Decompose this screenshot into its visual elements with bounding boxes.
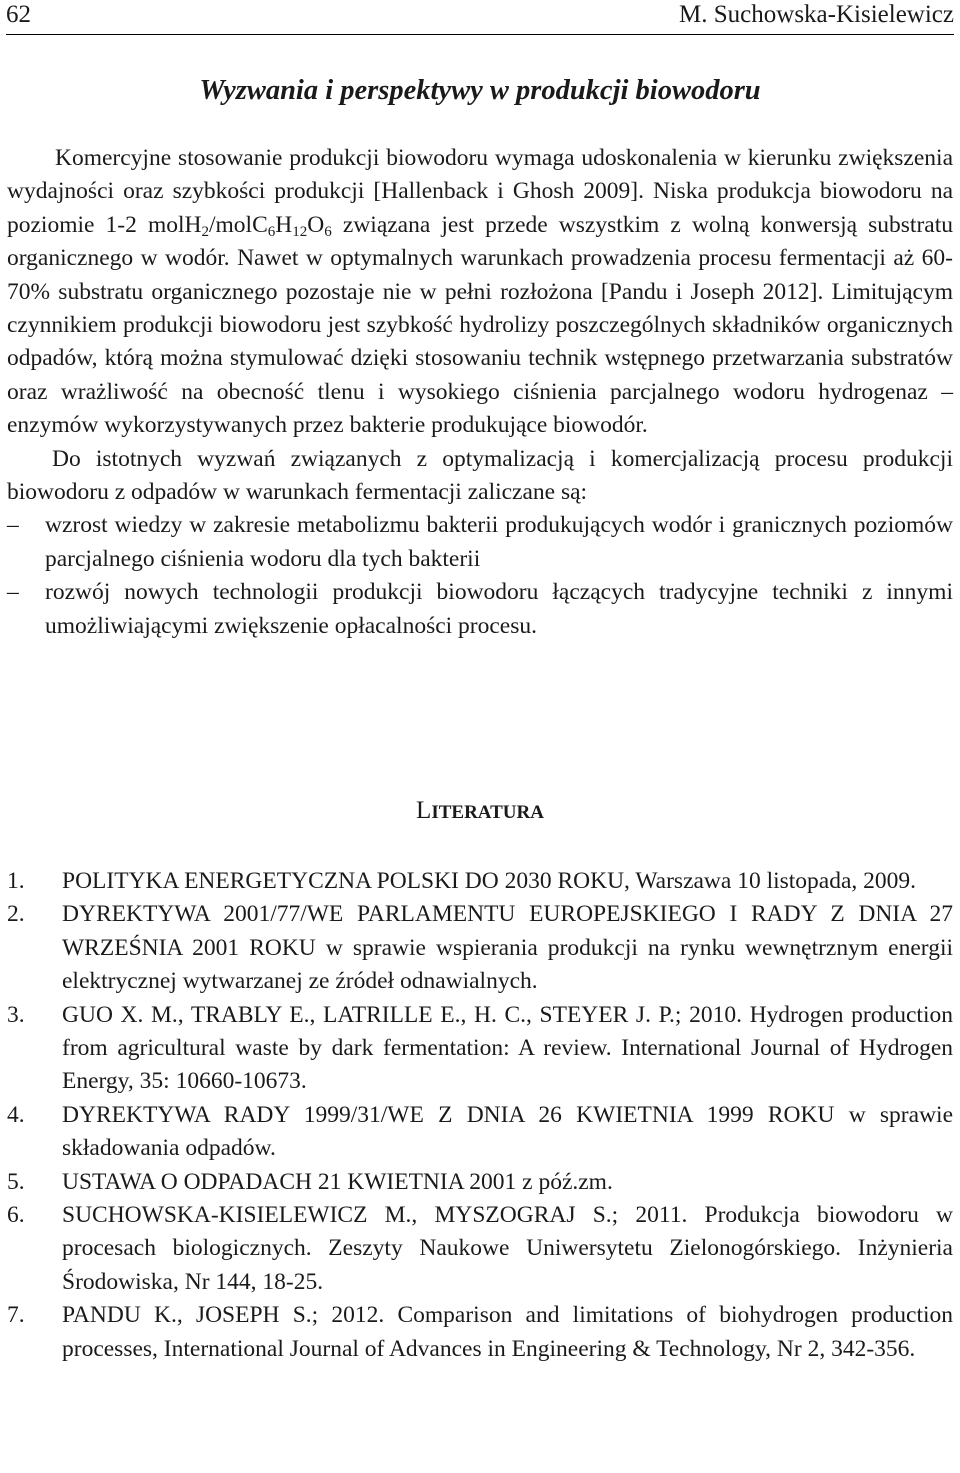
dash-marker: – — [7, 579, 19, 606]
literature-heading — [0, 794, 960, 829]
reference-number: 4. — [7, 1101, 25, 1128]
reference-number: 3. — [7, 1001, 25, 1028]
reference-item — [7, 1099, 953, 1166]
paragraph-1-part-e: związana jest przede wszystkim z wolną konwersją substratu organicznego w wodór. Nawet w optymalnych warunkach prowadzenia procesu fermentacji aż 60-70% substratu organicznego pozostaje nie w pełni rozłożona [Pandu i Joseph 2012]. Limitującym czynnikiem produkcji biowodoru jest szybkość hydrolizy poszczególnych składników organicznych odpadów, którą można stymulować dzięki stosowaniu technik wstępnego przetwarzania substratów oraz wrażliwość na obecność tlenu i wysokiego ciśnienia parcjalnego wodoru hydrogenaz – enzymów wykorzystywanych przez bakterie produkujące biowodór. — [7, 211, 953, 439]
reference-text: SUCHOWSKA-KISIELEWICZ M., MYSZOGRAJ S.; 2011. Produkcja biowodoru w procesach biologicznych. Zeszyty Naukowe Uniwersytetu Zielonogórskiego. Inżynieria Środowiska, Nr 144, 18-25. — [62, 1202, 953, 1295]
reference-text: DYREKTYWA RADY 1999/31/WE Z DNIA 26 KWIETNIA 1999 ROKU w sprawie składowania odpadów. — [62, 1101, 953, 1162]
running-header — [6, 0, 954, 35]
bullet-text: rozwój nowych technologii produkcji biowodoru łączących tradycyjne techniki z innymi umożliwiającymi zwiększenie opłacalności procesu. — [45, 579, 953, 639]
reference-text: POLITYKA ENERGETYCZNA POLSKI DO 2030 ROKU, Warszawa 10 listopada, 2009. — [62, 868, 917, 894]
paragraph-2: Do istotnych wyzwań związanych z optymalizacją i komercjalizacją procesu produkcji biowodoru z odpadów w warunkach fermentacji zaliczane są: — [7, 445, 953, 506]
reference-number: 1. — [7, 868, 25, 894]
reference-item — [7, 1299, 953, 1366]
bullet-item — [7, 509, 953, 576]
paragraph-1-part-c: H — [275, 211, 293, 238]
reference-text: USTAWA O ODPADACH 21 KWIETNIA 2001 z póź.zm. — [62, 1168, 613, 1195]
reference-item — [7, 1166, 953, 1199]
reference-item — [7, 999, 953, 1099]
reference-item — [7, 1199, 953, 1299]
dash-marker: – — [7, 512, 19, 539]
paragraph-1 — [7, 142, 953, 443]
bullet-text: wzrost wiedzy w zakresie metabolizmu bakterii produkujących wodór i granicznych poziomów parcjalnego ciśnienia wodoru dla tych bakterii — [45, 512, 953, 572]
reference-text: DYREKTYWA 2001/77/WE PARLAMENTU EUROPEJSKIEGO I RADY Z DNIA 27 WRZEŚNIA 2001 ROKU w sprawie wspierania produkcji na rynku wewnętrznym energii elektrycznej wytwarzanej ze źródeł odnawialnych. — [62, 901, 953, 995]
subscript: 2 — [201, 223, 209, 240]
reference-item — [7, 898, 953, 998]
reference-list — [7, 865, 953, 1366]
body-text — [7, 142, 953, 643]
paragraph-1-part-d: O — [307, 211, 325, 238]
subscript: 6 — [324, 223, 332, 240]
reference-number: 2. — [7, 901, 25, 928]
running-header-author: M. Suchowska-Kisielewicz — [679, 1, 954, 28]
paragraph-1-part-b: /molC — [209, 211, 268, 238]
reference-number: 5. — [7, 1168, 25, 1195]
reference-item — [7, 865, 953, 898]
literature-heading-initial: L — [416, 797, 432, 824]
bullet-item — [7, 576, 953, 643]
reference-text: GUO X. M., TRABLY E., LATRILLE E., H. C., STEYER J. P.; 2010. Hydrogen production from agricultural waste by dark fermentation: A review. International Journal of Hydrogen Energy, 35: 10660-10673. — [62, 1001, 953, 1095]
subscript: 12 — [292, 223, 308, 240]
reference-number: 6. — [7, 1202, 25, 1229]
paragraph-1-part-a: Komercyjne stosowanie produkcji biowodoru wymaga udoskonalenia w kierunku zwiększenia wydajności oraz szybkości produkcji [Hallenback i Ghosh 2009]. Niska produkcja biowodoru na poziomie 1-2 molH — [7, 145, 953, 238]
reference-number: 7. — [7, 1302, 25, 1329]
section-title: Wyzwania i perspektywy w produkcji biowodoru — [199, 75, 761, 106]
subscript: 6 — [267, 223, 276, 240]
reference-text: PANDU K., JOSEPH S.; 2012. Comparison and limitations of biohydrogen production processes, International Journal of Advances in Engineering & Technology, Nr 2, 342-356. — [62, 1302, 953, 1362]
literature-heading-rest: ITERATURA — [431, 802, 544, 823]
page-number: 62 — [6, 1, 31, 28]
